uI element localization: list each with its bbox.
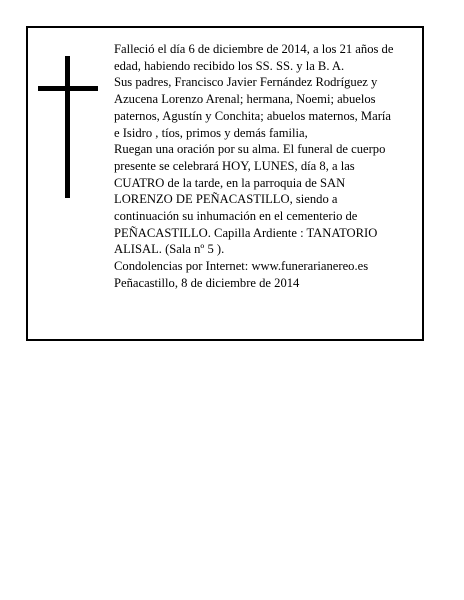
obituary-line: LORENZO DE PEÑACASTILLO, siendo a	[114, 192, 338, 207]
obituary-line: edad, habiendo recibido los SS. SS. y la B. A.	[114, 58, 345, 73]
obituary-line: Sus padres, Francisco Javier Fernández Rodríguez y	[114, 75, 378, 90]
obituary-line: e Isidro , tíos, primos y demás familia,	[114, 125, 308, 140]
cross-icon	[38, 56, 98, 198]
cross-vertical-bar	[65, 56, 70, 198]
obituary-line: Peñacastillo, 8 de diciembre de 2014	[114, 275, 300, 290]
obituary-line: Falleció el día 6 de diciembre de 2014, a los 21 años de	[114, 42, 394, 56]
obituary-line: continuación su inhumación en el cementerio de	[114, 209, 358, 224]
obituary-line: PEÑACASTILLO. Capilla Ardiente : TANATORIO	[114, 225, 378, 240]
obituary-line: presente se celebrará HOY, LUNES, día 8, a las	[114, 158, 355, 173]
obituary-notice	[26, 26, 424, 341]
obituary-line: Condolencias por Internet: www.funerarianereo.es	[114, 259, 369, 274]
cross-horizontal-bar	[38, 86, 98, 91]
obituary-line: Ruegan una oración por su alma. El funeral de cuerpo	[114, 142, 386, 157]
obituary-line: ALISAL. (Sala nº 5 ).	[114, 242, 225, 257]
obituary-line: Azucena Lorenzo Arenal; hermana, Noemi; abuelos	[114, 92, 376, 107]
obituary-line: paternos, Agustín y Conchita; abuelos maternos, María	[114, 108, 392, 123]
obituary-line: CUATRO de la tarde, en la parroquia de SAN	[114, 175, 346, 190]
obituary-text	[114, 41, 419, 292]
